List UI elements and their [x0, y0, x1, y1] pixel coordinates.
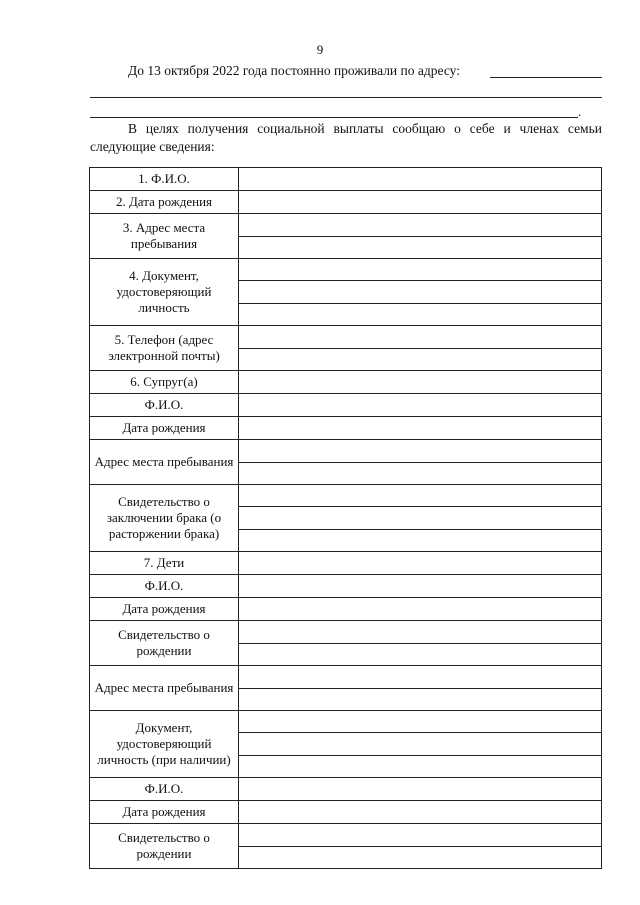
fill-line[interactable]	[239, 824, 601, 847]
fill-line[interactable]	[239, 259, 601, 281]
row-value-field[interactable]	[239, 394, 602, 417]
form-row	[90, 326, 602, 371]
form-row	[90, 417, 602, 440]
row-value-field[interactable]	[239, 575, 602, 598]
fill-line[interactable]	[239, 440, 601, 463]
row-value-field[interactable]	[239, 440, 602, 485]
row-value-field[interactable]	[239, 485, 602, 552]
row-value-field[interactable]	[239, 417, 602, 440]
fill-line[interactable]	[239, 598, 601, 620]
row-value-field[interactable]	[239, 326, 602, 371]
row-label: Адрес места пребывания	[90, 666, 239, 711]
fill-line[interactable]	[239, 575, 601, 597]
row-label: 1. Ф.И.О.	[90, 168, 239, 191]
row-label: Свидетельство о рождении	[90, 621, 239, 666]
row-value-field[interactable]	[239, 168, 602, 191]
fill-line[interactable]	[239, 371, 601, 393]
address-period: .	[578, 104, 582, 119]
fill-line[interactable]	[239, 394, 601, 416]
form-row	[90, 778, 602, 801]
form-row	[90, 711, 602, 778]
intro-paragraph: В целях получения социальной выплаты сообщаю о себе и членах семьи следующие сведения:	[90, 121, 602, 154]
row-value-field[interactable]	[239, 778, 602, 801]
form-row	[90, 598, 602, 621]
row-label: Ф.И.О.	[90, 394, 239, 417]
fill-line[interactable]	[239, 801, 601, 823]
address-blank-1[interactable]	[490, 77, 602, 78]
row-label: Дата рождения	[90, 417, 239, 440]
row-value-field[interactable]	[239, 801, 602, 824]
fill-line[interactable]	[239, 349, 601, 371]
form-row	[90, 575, 602, 598]
form-row	[90, 824, 602, 869]
row-label: 7. Дети	[90, 552, 239, 575]
fill-line[interactable]	[239, 689, 601, 711]
form-row	[90, 485, 602, 552]
fill-line[interactable]	[239, 326, 601, 349]
fill-line[interactable]	[239, 711, 601, 733]
fill-line[interactable]	[239, 168, 601, 190]
form-row	[90, 394, 602, 417]
fill-line[interactable]	[239, 304, 601, 325]
fill-line[interactable]	[239, 644, 601, 666]
page-number: 9	[316, 42, 324, 57]
address-prompt: До 13 октября 2022 года постоянно проживали по адресу:	[128, 63, 460, 78]
fill-line[interactable]	[239, 191, 601, 213]
info-form-table	[89, 167, 602, 869]
form-row	[90, 214, 602, 259]
row-label: Дата рождения	[90, 598, 239, 621]
fill-line[interactable]	[239, 417, 601, 439]
fill-line[interactable]	[239, 552, 601, 574]
row-label: Документ, удостоверяющий личность (при наличии)	[90, 711, 239, 778]
row-label: 3. Адрес места пребывания	[90, 214, 239, 259]
row-label: 4. Документ, удостоверяющий личность	[90, 259, 239, 326]
form-row	[90, 621, 602, 666]
fill-line[interactable]	[239, 621, 601, 644]
fill-line[interactable]	[239, 530, 601, 551]
row-value-field[interactable]	[239, 666, 602, 711]
row-value-field[interactable]	[239, 214, 602, 259]
row-value-field[interactable]	[239, 598, 602, 621]
row-label: Свидетельство о заключении брака (о расторжении брака)	[90, 485, 239, 552]
address-blank-3[interactable]	[90, 117, 578, 118]
fill-line[interactable]	[239, 847, 601, 869]
form-row	[90, 666, 602, 711]
form-row	[90, 191, 602, 214]
row-label: 5. Телефон (адрес электронной почты)	[90, 326, 239, 371]
row-value-field[interactable]	[239, 371, 602, 394]
form-row	[90, 371, 602, 394]
row-label: Ф.И.О.	[90, 575, 239, 598]
row-label: Свидетельство о рождении	[90, 824, 239, 869]
form-row	[90, 552, 602, 575]
row-label: Дата рождения	[90, 801, 239, 824]
row-label: 6. Супруг(а)	[90, 371, 239, 394]
fill-line[interactable]	[239, 507, 601, 529]
fill-line[interactable]	[239, 463, 601, 485]
form-row	[90, 440, 602, 485]
row-label: Адрес места пребывания	[90, 440, 239, 485]
form-row	[90, 259, 602, 326]
row-label: 2. Дата рождения	[90, 191, 239, 214]
fill-line[interactable]	[239, 756, 601, 777]
fill-line[interactable]	[239, 733, 601, 755]
form-row	[90, 801, 602, 824]
fill-line[interactable]	[239, 214, 601, 237]
row-value-field[interactable]	[239, 191, 602, 214]
row-value-field[interactable]	[239, 621, 602, 666]
fill-line[interactable]	[239, 666, 601, 689]
fill-line[interactable]	[239, 281, 601, 303]
fill-line[interactable]	[239, 778, 601, 800]
row-value-field[interactable]	[239, 259, 602, 326]
row-value-field[interactable]	[239, 824, 602, 869]
form-row	[90, 168, 602, 191]
row-value-field[interactable]	[239, 711, 602, 778]
fill-line[interactable]	[239, 237, 601, 259]
row-value-field[interactable]	[239, 552, 602, 575]
address-blank-2[interactable]	[90, 97, 602, 98]
row-label: Ф.И.О.	[90, 778, 239, 801]
fill-line[interactable]	[239, 485, 601, 507]
